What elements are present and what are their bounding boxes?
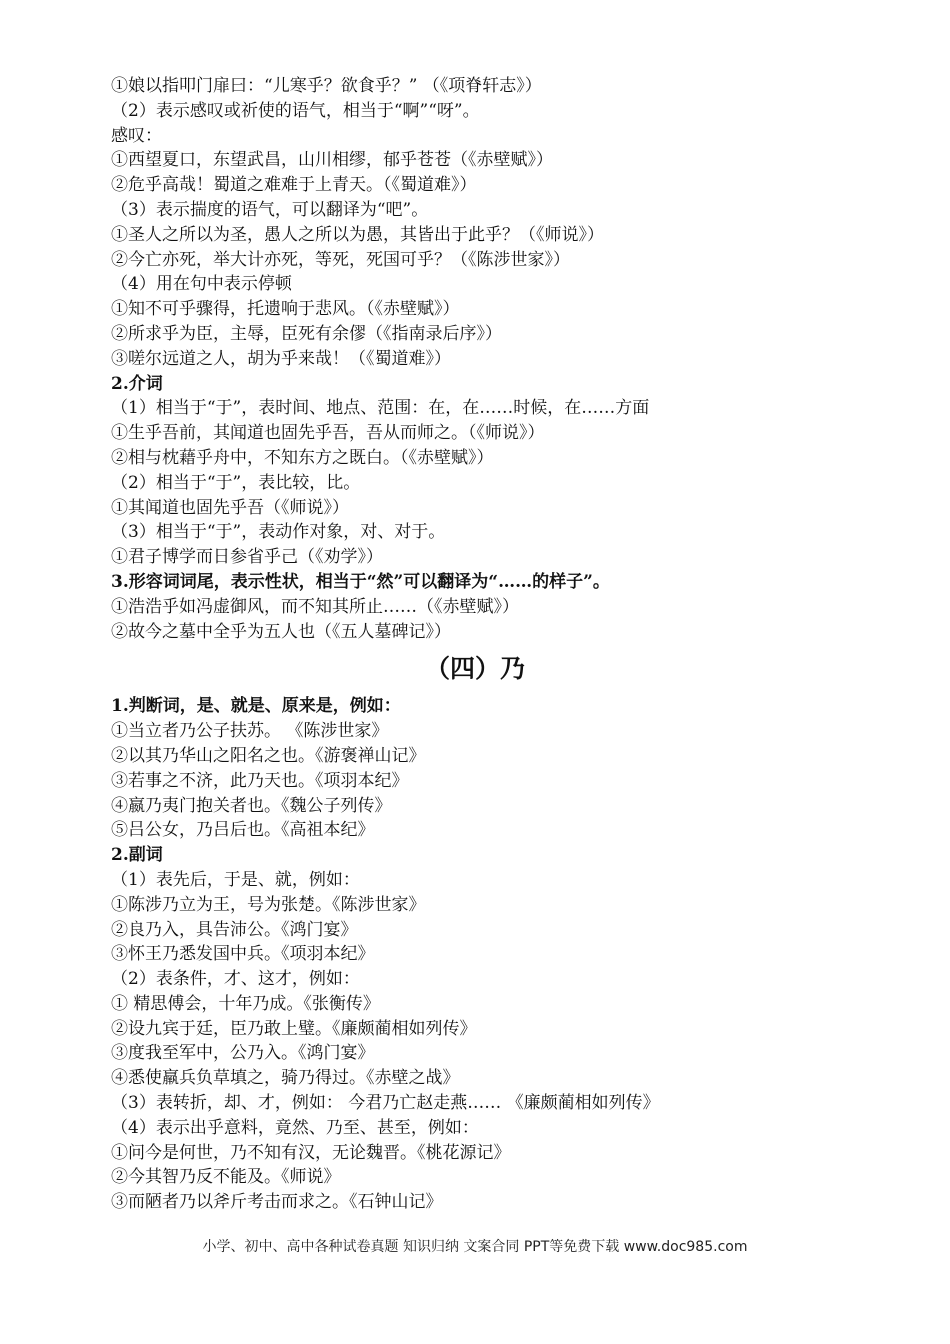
section-heading-preposition: 2.介词 bbox=[111, 373, 163, 394]
text-line: ②设九宾于廷，臣乃敢上璧。《廉颇蔺相如列传》 bbox=[111, 1018, 477, 1039]
text-line: （1）相当于“于”，表时间、地点、范围：在，在……时候，在……方面 bbox=[111, 398, 650, 419]
text-line: ③度我至军中，公乃入。《鸿门宴》 bbox=[111, 1043, 375, 1064]
text-line: ②故今之墓中全乎为五人也（《五人墓碑记》） bbox=[111, 621, 451, 642]
text-line: ②相与枕藉乎舟中，不知东方之既白。（《赤壁赋》） bbox=[111, 447, 494, 468]
text-line: ②以其乃华山之阳名之也。《游褒禅山记》 bbox=[111, 745, 426, 766]
text-line: ④悉使羸兵负草填之，骑乃得过。《赤壁之战》 bbox=[111, 1068, 460, 1089]
text-line: ①其闻道也固先乎吾（《师说》） bbox=[111, 497, 349, 518]
document-body bbox=[111, 74, 871, 1215]
text-line: ②今亡亦死，举大计亦死，等死，死国可乎？（《陈涉世家》） bbox=[111, 249, 570, 270]
text-line: （3）相当于“于”，表动作对象，对、对于。 bbox=[111, 522, 446, 543]
text-line: ①陈涉乃立为王，号为张楚。《陈涉世家》 bbox=[111, 894, 426, 915]
section-title-nai: （四）乃 bbox=[424, 654, 525, 684]
text-line: ④嬴乃夷门抱关者也。《魏公子列传》 bbox=[111, 795, 392, 816]
text-line: ②良乃入，具告沛公。《鸿门宴》 bbox=[111, 919, 358, 940]
text-line: ⑤吕公女，乃吕后也。《高祖本纪》 bbox=[111, 820, 375, 841]
section-heading-adjective: 3.形容词词尾，表示性状，相当于“然”可以翻译为“……的样子”。 bbox=[111, 571, 610, 592]
text-line: ②所求乎为臣，主辱，臣死有余僇（《指南录后序》） bbox=[111, 323, 502, 344]
text-line: ③怀王乃悉发国中兵。《项羽本纪》 bbox=[111, 944, 375, 965]
text-line: ①娘以指叩门扉曰：“儿寒乎？欲食乎？” （《项脊轩志》） bbox=[111, 76, 542, 96]
text-line: ②今其智乃反不能及。《师说》 bbox=[111, 1167, 341, 1188]
text-line: ①生乎吾前，其闻道也固先乎吾，吾从而师之。（《师说》） bbox=[111, 423, 545, 444]
text-line: （1）表先后，于是、就，例如： bbox=[111, 869, 360, 890]
text-line: ①知不可乎骤得，托遗响于悲风。（《赤壁赋》） bbox=[111, 299, 460, 320]
text-line: 感叹： bbox=[111, 125, 162, 146]
section-heading-judgment: 1.判断词，是、就是、原来是，例如： bbox=[111, 696, 401, 717]
text-line: （4）表示出乎意料，竟然、乃至、甚至，例如： bbox=[111, 1117, 479, 1138]
text-line: ①君子博学而日参省乎己（《劝学》） bbox=[111, 547, 383, 568]
text-line: ①圣人之所以为圣，愚人之所以为愚，其皆出于此乎？（《师说》） bbox=[111, 224, 604, 245]
text-line: ③若事之不济，此乃天也。《项羽本纪》 bbox=[111, 770, 409, 791]
text-line: ①当立者乃公子扶苏。 《陈涉世家》 bbox=[111, 721, 389, 742]
text-line: （4）用在句中表示停顿 bbox=[111, 274, 292, 295]
text-line: ①西望夏口，东望武昌，山川相缪，郁乎苍苍（《赤壁赋》） bbox=[111, 150, 553, 171]
text-line: ③嗟尔远道之人，胡为乎来哉！（《蜀道难》） bbox=[111, 348, 451, 369]
text-line: （3）表示揣度的语气，可以翻译为“吧”。 bbox=[111, 199, 429, 220]
text-line: ②危乎高哉！蜀道之难难于上青天。（《蜀道难》） bbox=[111, 175, 477, 196]
page-footer: 小学、初中、高中各种试卷真题 知识归纳 文案合同 PPT等免费下载 www.doc985.com bbox=[202, 1239, 748, 1255]
text-line: （2）表示感叹或祈使的语气，相当于“啊”“呀”。 bbox=[111, 100, 480, 121]
section-heading-adverb: 2.副词 bbox=[111, 845, 163, 866]
text-line: ①问今是何世，乃不知有汉，无论魏晋。《桃花源记》 bbox=[111, 1142, 511, 1163]
text-line: ① 精思傅会，十年乃成。《张衡传》 bbox=[111, 993, 380, 1014]
text-line: ③而陋者乃以斧斤考击而求之。《石钟山记》 bbox=[111, 1192, 443, 1213]
text-line: （2）相当于“于”，表比较，比。 bbox=[111, 472, 361, 493]
text-line: （3）表转折，却、才，例如： 今君乃亡赵走燕…… 《廉颇蔺相如列传》 bbox=[111, 1093, 660, 1114]
text-line: ①浩浩乎如冯虚御风，而不知其所止……（《赤壁赋》） bbox=[111, 596, 519, 617]
text-line: （2）表条件，才、这才，例如： bbox=[111, 969, 360, 990]
